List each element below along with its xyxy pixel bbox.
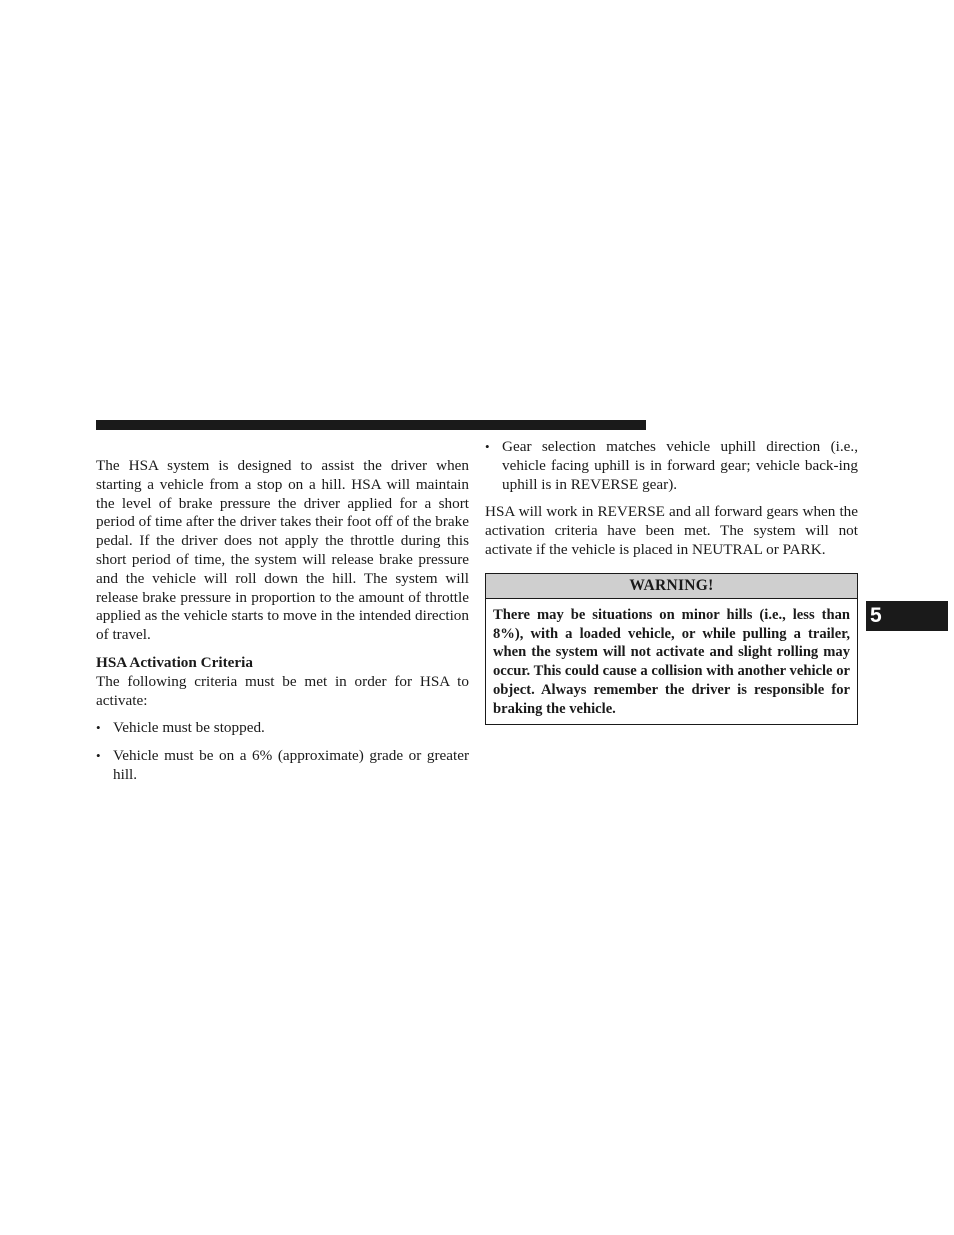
intro-paragraph: The HSA system is designed to assist the driver when starting a vehicle from a stop on a hill. HSA will maintain the level of brake pressure the driver applied for a short period of time after the driver takes their foot off of the brake pedal. If the driver does not apply the throttle during this short period of time, the system will release brake pressure and the vehicle will roll down the hill. The system will release brake pressure in proportion to the amount of throttle applied as the vehicle starts to move in the intended direction of travel.: [96, 457, 469, 644]
list-item-text: Gear selection matches vehicle uphill direction (i.e., vehicle facing uphill is in forward gear; vehicle back-ing uphill is in REVERSE gear).: [502, 438, 858, 493]
criteria-list: [96, 719, 469, 784]
left-column: [96, 457, 469, 785]
list-item-text: Vehicle must be stopped.: [113, 719, 265, 737]
right-column: [485, 438, 858, 560]
list-item: [96, 747, 469, 785]
bullet-icon: •: [96, 720, 101, 736]
criteria-intro-paragraph: The following criteria must be met in order for HSA to activate:: [96, 672, 469, 709]
list-item: [96, 719, 469, 738]
warning-title: WARNING!: [486, 574, 857, 599]
bullet-icon: •: [485, 439, 490, 454]
bullet-icon: •: [96, 748, 101, 764]
section-rule: [96, 420, 646, 430]
list-item: [485, 438, 858, 494]
criteria-list-continued: [485, 438, 858, 494]
hsa-activation-criteria-heading: HSA Activation Criteria: [96, 653, 253, 671]
chapter-tab: 5: [866, 601, 948, 631]
reverse-gears-paragraph: HSA will work in REVERSE and all forward gears when the activation criteria have been met. The system will not activate if the vehicle is placed in NEUTRAL or PARK.: [485, 503, 858, 558]
warning-box: [485, 573, 858, 725]
list-item-text: Vehicle must be on a 6% (approximate) grade or greater hill.: [113, 747, 469, 783]
warning-body: There may be situations on minor hills (i.e., less than 8%), with a loaded vehicle, or while pulling a trailer, when the system will not activate and slight rolling may occur. This could cause a collision with another vehicle or object. Always remember the driver is responsible for braking the vehicle.: [493, 607, 850, 717]
